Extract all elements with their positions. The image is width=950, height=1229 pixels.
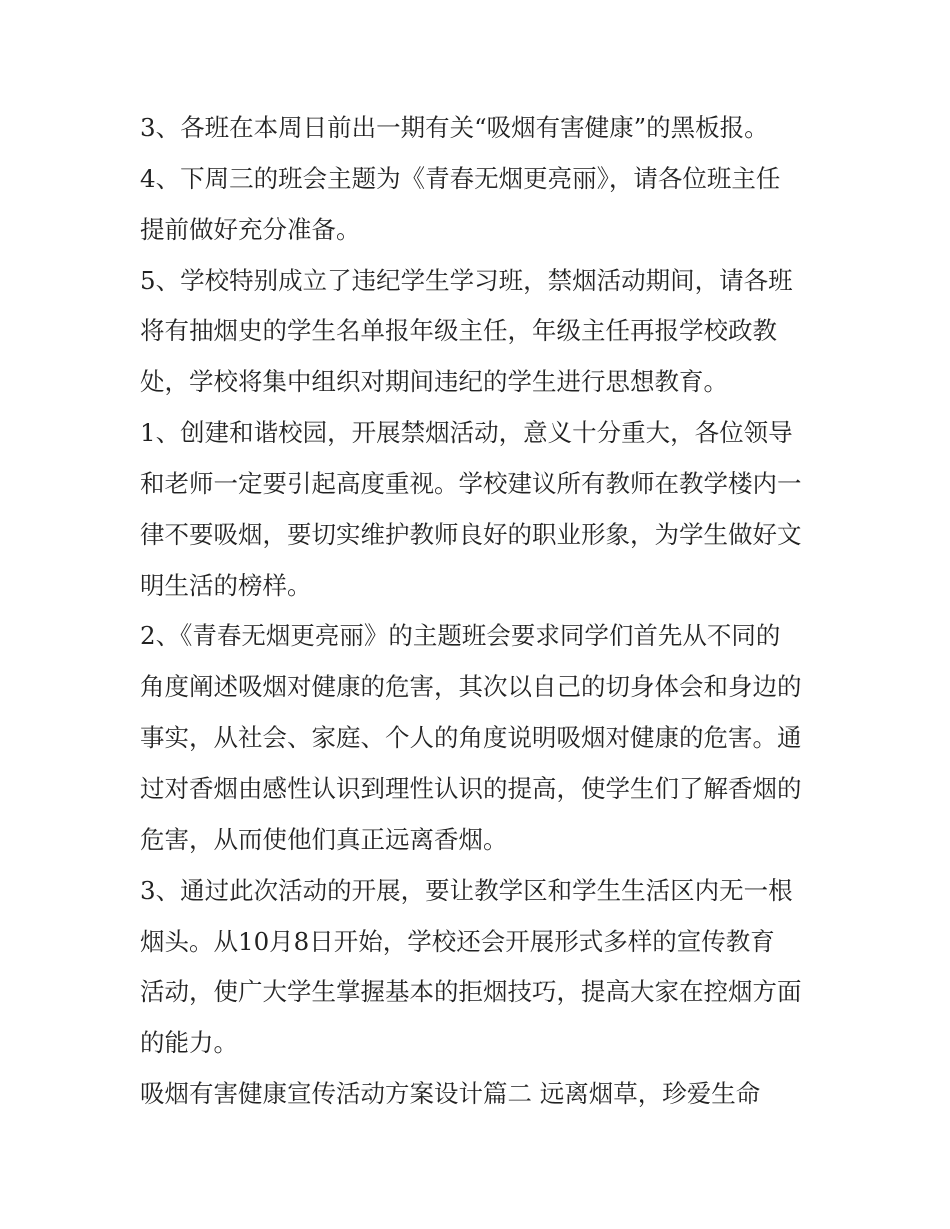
text-line: 4、下周三的班会主题为《青春无烟更亮丽》，请各位班主任 bbox=[140, 163, 781, 193]
text-line: 处，学校将集中组织对期间违纪的学生进行思想教育。 bbox=[140, 367, 728, 397]
text-line: 危害，从而使他们真正远离香烟。 bbox=[140, 824, 508, 854]
text-line: 烟头。从10月8日开始，学校还会开展形式多样的宣传教育 bbox=[140, 926, 775, 956]
text-line: 事实，从社会、家庭、个人的角度说明吸烟对健康的危害。通 bbox=[140, 723, 802, 753]
text-line: 3、通过此次活动的开展，要让教学区和学生生活区内无一根 bbox=[140, 875, 793, 905]
document-page bbox=[140, 103, 840, 1120]
text-line: 律不要吸烟，要切实维护教师良好的职业形象，为学生做好文 bbox=[140, 519, 802, 549]
text-line: 和老师一定要引起高度重视。学校建议所有教师在教学楼内一 bbox=[140, 468, 802, 498]
text-line: 3、各班在本周日前出一期有关“吸烟有害健康”的黑板报。 bbox=[140, 113, 769, 142]
text-line: 的能力。 bbox=[140, 1028, 238, 1058]
text-line: 角度阐述吸烟对健康的危害，其次以自己的切身体会和身边的 bbox=[140, 672, 802, 702]
text-line: 明生活的榜样。 bbox=[140, 570, 312, 600]
text-line: 将有抽烟史的学生名单报年级主任，年级主任再报学校政教 bbox=[140, 316, 777, 346]
section-heading: 吸烟有害健康宣传活动方案设计篇二 远离烟草，珍爱生命 bbox=[140, 1079, 761, 1109]
text-line: 活动，使广大学生掌握基本的拒烟技巧，提高大家在控烟方面 bbox=[140, 977, 802, 1007]
text-line: 2、《青春无烟更亮丽》的主题班会要求同学们首先从不同的 bbox=[140, 621, 781, 651]
text-line: 提前做好充分准备。 bbox=[140, 214, 361, 244]
text-line: 1、创建和谐校园，开展禁烟活动，意义十分重大，各位领导 bbox=[140, 418, 793, 448]
text-line: 过对香烟由感性认识到理性认识的提高，使学生们了解香烟的 bbox=[140, 773, 802, 803]
text-line: 5、学校特别成立了违纪学生学习班，禁烟活动期间，请各班 bbox=[140, 265, 793, 295]
